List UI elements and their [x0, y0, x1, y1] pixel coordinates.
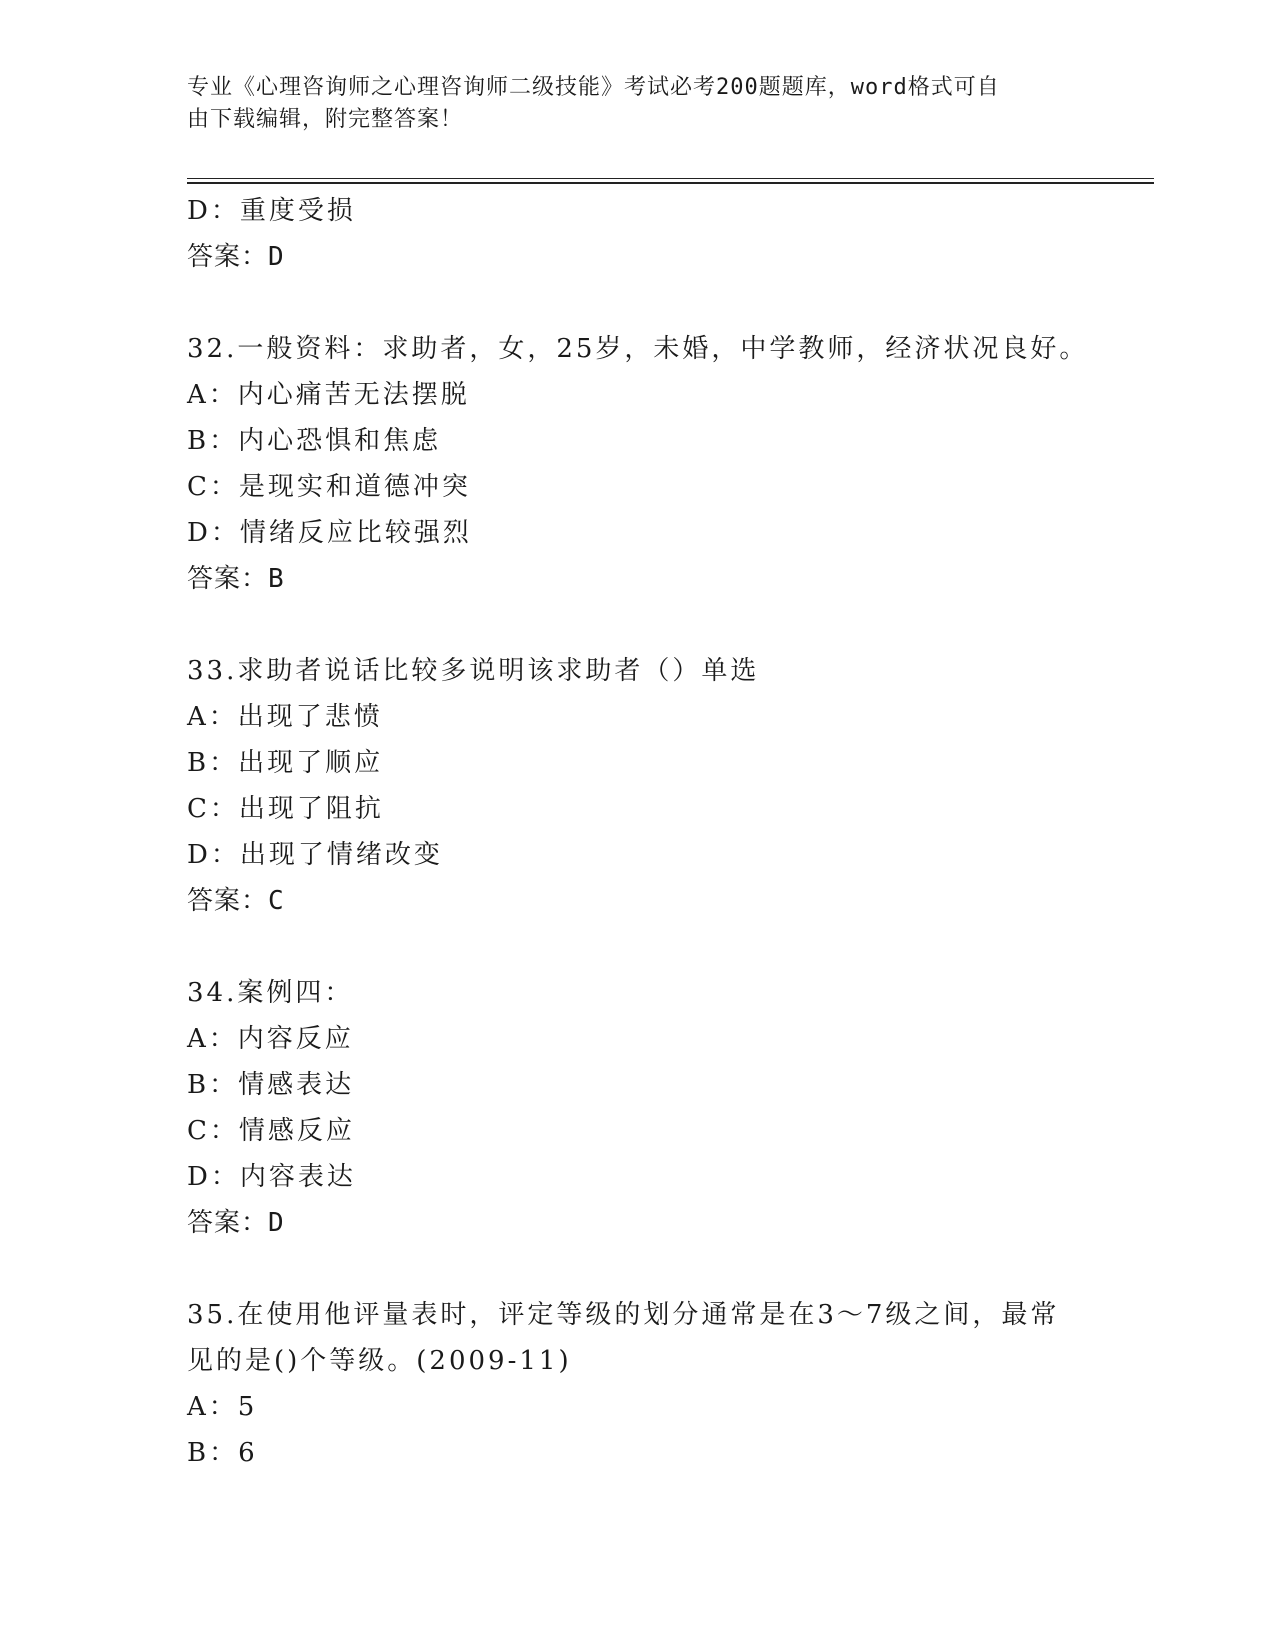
question-35	[187, 1292, 1087, 1476]
exam-content	[187, 188, 1087, 1476]
option-b: B：6	[187, 1438, 258, 1468]
question-text: 33.求助者说话比较多说明该求助者（）单选	[187, 656, 760, 686]
answer-label: 答案：	[187, 1208, 269, 1238]
document-header	[187, 72, 1087, 136]
header-line-1: 专业《心理咨询师之心理咨询师二级技能》考试必考200题题库，word格式可自	[187, 75, 1000, 100]
question-text: 34.案例四：	[187, 978, 354, 1008]
answer-value: D	[268, 1208, 285, 1238]
option-a: A：出现了悲愤	[187, 702, 383, 732]
header-divider-thin	[187, 178, 1154, 179]
answer-line	[187, 1200, 1087, 1246]
option-d: D：重度受损	[187, 196, 356, 226]
answer-value: C	[268, 886, 285, 916]
option-d: D：内容表达	[187, 1162, 356, 1192]
option-c: C：是现实和道德冲突	[187, 472, 471, 502]
question-text-continued: 见的是()个等级。(2009-11)	[187, 1346, 572, 1376]
answer-value: D	[268, 242, 285, 272]
question-text: 35.在使用他评量表时，评定等级的划分通常是在3～7级之间，最常	[187, 1300, 1060, 1330]
answer-label: 答案：	[187, 242, 269, 272]
answer-label: 答案：	[187, 886, 269, 916]
option-c: C：情感反应	[187, 1116, 355, 1146]
option-b: B：情感表达	[187, 1070, 355, 1100]
option-a: A：内容反应	[187, 1024, 354, 1054]
answer-value: B	[268, 564, 285, 594]
option-d: D：情绪反应比较强烈	[187, 518, 472, 548]
option-a: A：内心痛苦无法摆脱	[187, 380, 470, 410]
answer-line	[187, 234, 1087, 280]
header-divider-thick	[187, 182, 1154, 184]
option-a: A：5	[187, 1392, 258, 1422]
question-text: 32.一般资料：求助者，女，25岁，未婚，中学教师，经济状况良好。	[187, 334, 1089, 364]
answer-label: 答案：	[187, 564, 269, 594]
option-b: B：出现了顺应	[187, 748, 384, 778]
answer-line	[187, 556, 1087, 602]
option-d: D：出现了情绪改变	[187, 840, 443, 870]
option-b: B：内心恐惧和焦虑	[187, 426, 442, 456]
option-c: C：出现了阻抗	[187, 794, 384, 824]
answer-line	[187, 878, 1087, 924]
header-line-2: 由下载编辑，附完整答案！	[187, 107, 464, 132]
question-34	[187, 970, 1087, 1246]
question-32	[187, 326, 1087, 602]
question-33	[187, 648, 1087, 924]
